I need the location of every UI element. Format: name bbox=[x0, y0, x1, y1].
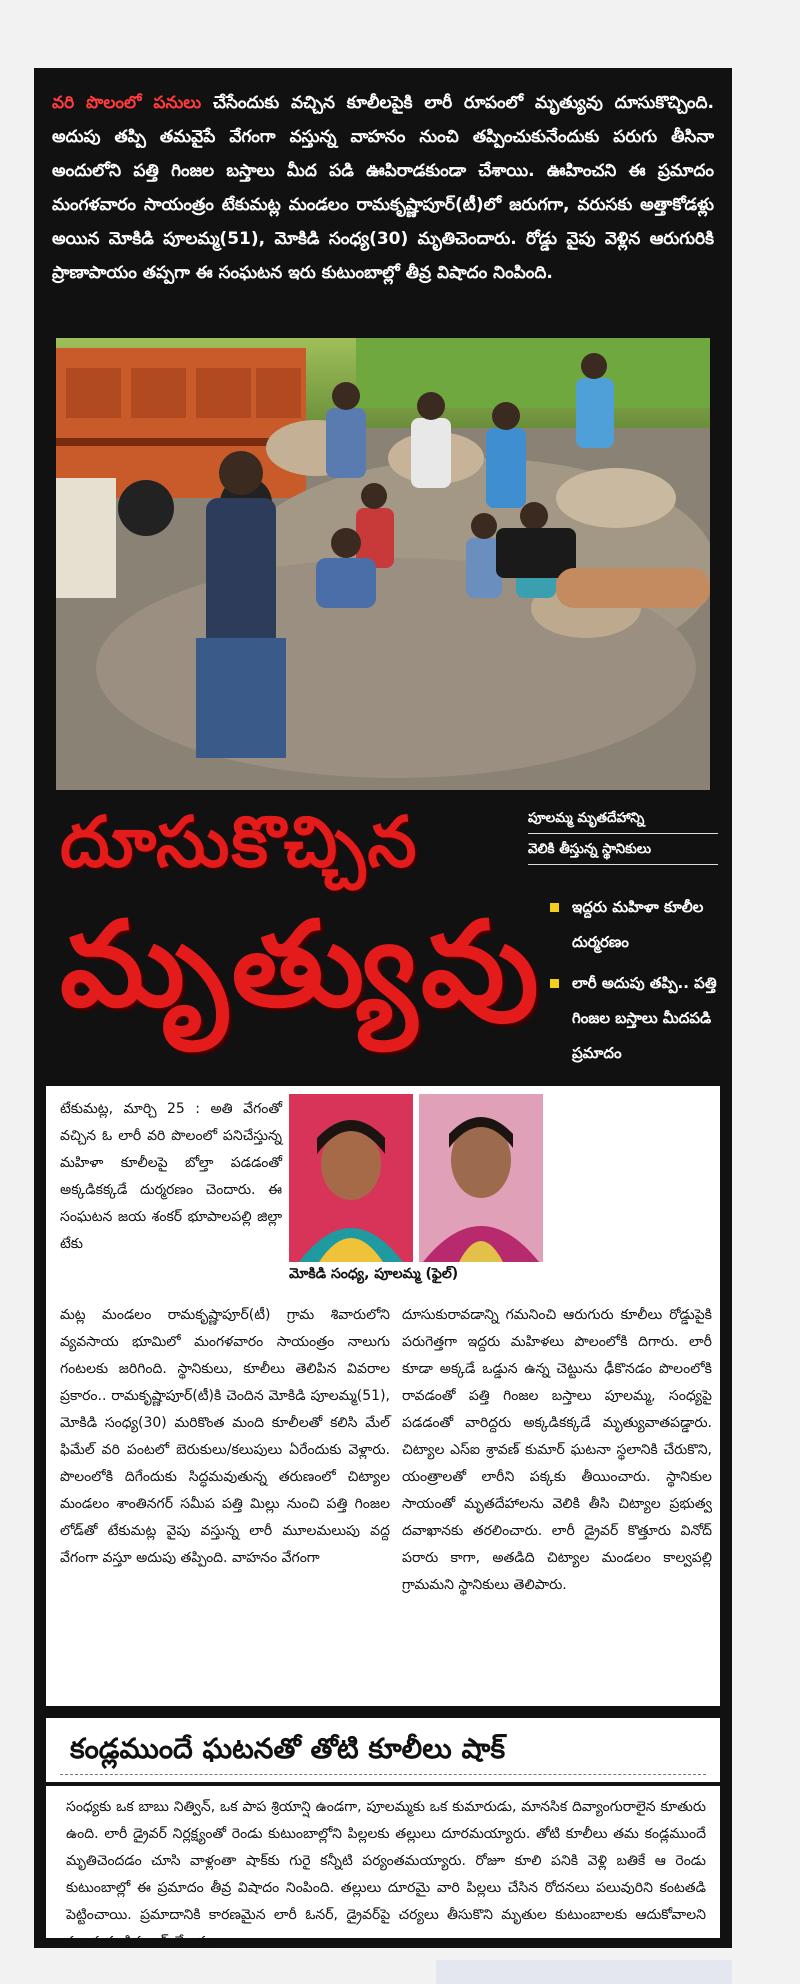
photo-caption-line-2: వెలికి తీస్తున్న స్థానికులు bbox=[528, 834, 718, 865]
headline-line-2: మృత్యువు bbox=[60, 894, 543, 1033]
bottom-strip bbox=[436, 1960, 732, 1984]
photo-caption-line-1: పూలమ్మ మృతదేహాన్ని bbox=[528, 803, 718, 834]
subheading-divider bbox=[60, 1774, 706, 1776]
highlight-item: ఇద్దరు మహిళా కూలీల దుర్మరణం bbox=[546, 890, 726, 960]
accident-scene-image bbox=[56, 338, 710, 790]
victim-portraits bbox=[289, 1094, 714, 1294]
subheading: కండ్లముందే ఘటనతో తోటి కూలీలు షాక్ bbox=[70, 1732, 506, 1765]
article-body bbox=[46, 1086, 720, 1706]
accident-photo bbox=[56, 338, 710, 790]
closing-paragraph-box bbox=[46, 1786, 720, 1950]
article-col1-bottom: మట్ల మండలం రామకృష్ణాపూర్(టీ) గ్రామ శివారులోని వ్యవసాయ భూమిలో మంగళవారం సాయంత్రం నాలుగు గంటలకు జరిగింది. స్థానికులు, కూలీలు తెలిపిన వివరాల ప్రకారం.. రామకృష్ణాపూర్(టీ)కి చెందిన మోకిడి పూలమ్మ(51), మోకిడి సంధ్య(30) మరికొంత మంది కూలీలతో కలిసి మేల్ ఫిమేల్ వరి పంటలో బెరుకులు/కలుపులు ఏరేందుకు వెళ్లారు. పొలంలోకి దిగేందుకు సిద్ధమవుతున్న తరుణంలో చిట్యాల మండలం శాంతినగర్ సమీప పత్తి మిల్లు నుంచి పత్తి గింజల లోడ్‌తో టేకుమట్ల వైపు వస్తున్న లారీ మూలమలుపు వద్ద వేగంగా వస్తూ అదుపు తప్పింది. వాహనం వేగంగా bbox=[60, 1307, 390, 1566]
portrait-poolamma bbox=[419, 1094, 543, 1262]
intro-paragraph bbox=[52, 86, 714, 290]
headline-line-1: దూసుకొచ్చిన bbox=[60, 800, 419, 883]
closing-paragraph: సంధ్యకు ఒక బాబు నిత్విన్, ఒక పాప శ్రియాన్షి ఉండగా, పూలమ్మకు ఒక కుమారుడు, మానసిక దివ్యాంగురాలైన కూతురు ఉంది. లారీ డ్రైవర్ నిర్లక్ష్యంతో రెండు కుటుంబాల్లోని పిల్లలకు తల్లులు దూరమయ్యారు. తోటి కూలీలు తమ కండ్లముందే మృతిచెందడం చూసి వాళ్లంతా షాక్‌కు గురై కన్నీటి పర్యంతమయ్యారు. రోజూ కూలి పనికి వెళ్లి బతికే ఆ రెండు కుటుంబాల్లో ఈ ప్రమాదం తీవ్ర విషాదం నింపింది. తల్లులు దూరమై వారి పిల్లలు చేసిన రోదనలు పలువురిని కంటతడి పెట్టించాయి. ప్రమాదానికి కారణమైన లారీ ఓనర్, డ్రైవర్‌పై చర్యలు తీసుకొని మృతుల కుటుంబాలకు ఆదుకోవాలని పలువురు డిమాండ్ చేశారు. bbox=[66, 1799, 706, 1950]
article-col1-top: టేకుమట్ల, మార్చి 25 : అతి వేగంతో వచ్చిన ఓ లారీ వరి పొలంలో పనిచేస్తున్న మహిళా కూలీలపై బోల్తా పడడంతో అక్కడికక్కడే దుర్మరణం చెందారు. ఈ సంఘటన జయ శంకర్ భూపాలపల్లి జిల్లా టేకు bbox=[60, 1101, 282, 1252]
intro-text: చేసేందుకు వచ్చిన కూలీలపైకి లారీ రూపంలో మృత్యువు దూసుకొచ్చింది. అదుపు తప్పి తమవైపే వేగంగా వస్తున్న వాహనం నుంచి తప్పించుకునేందుకు పరుగు తీసినా అందులోని పత్తి గింజల బస్తాలు మీద పడి ఊపిరాడకుండా చేశాయి. ఊహించని ఈ ప్రమాదం మంగళవారం సాయంత్రం టేకుమట్ల మండలం రామకృష్ణాపూర్(టీ)లో జరుగగా, వరుసకు అత్తాకోడళ్లు అయిన మోకిడి పూలమ్మ(51), మోకిడి సంధ్య(30) మృతిచెందారు. రోడ్డు వైపు వెళ్లిన ఆరుగురికి ప్రాణాపాయం తప్పగా ఈ సంఘటన ఇరు కుటుంబాల్లో తీవ్ర విషాదం నింపింది. bbox=[52, 93, 714, 283]
portrait-caption: మోకిడి సంధ్య, పూలమ్మ (ఫైల్) bbox=[289, 1266, 459, 1282]
portrait-sandhya bbox=[289, 1094, 413, 1262]
photo-caption bbox=[528, 803, 718, 865]
newspaper-clipping bbox=[34, 68, 732, 1948]
article-col2: దూసుకురావడాన్ని గమనించి ఆరుగురు కూలీలు రోడ్డుపైకి పరుగెత్తగా ఇద్దరు మహిళలు పొలంలోకి దిగారు. లారీ కూడా అక్కడే ఒడ్డున ఉన్న చెట్టును ఢీకొనడం పొలంలోకి రావడంతో పత్తి గింజల బస్తాలు పూలమ్మ, సంధ్యపై పడడంతో వారిద్దరు అక్కడికక్కడే మృత్యువాతపడ్డారు. చిట్యాల ఎస్ఐ శ్రావణ్ కుమార్ ఘటనా స్థలానికి చేరుకొని, యంత్రాలతో లారీని పక్కకు తీయించారు. స్థానికుల సాయంతో మృతదేహాలను వెలికి తీసి చిట్యాల ప్రభుత్వ దవాఖానకు తరలించారు. లారీ డ్రైవర్ కొత్తూరు వినోద్ పరారు కాగా, అతడిది చిట్యాల మండలం కాల్వపల్లి గ్రామమని స్థానికులు తెలిపారు. bbox=[402, 1307, 712, 1593]
highlight-item: లారీ అదుపు తప్పి.. పత్తి గింజల బస్తాలు మీదపడి ప్రమాదం bbox=[546, 966, 726, 1071]
subheading-box bbox=[46, 1718, 720, 1782]
intro-highlight: వరి పొలంలో పనులు bbox=[52, 93, 202, 113]
